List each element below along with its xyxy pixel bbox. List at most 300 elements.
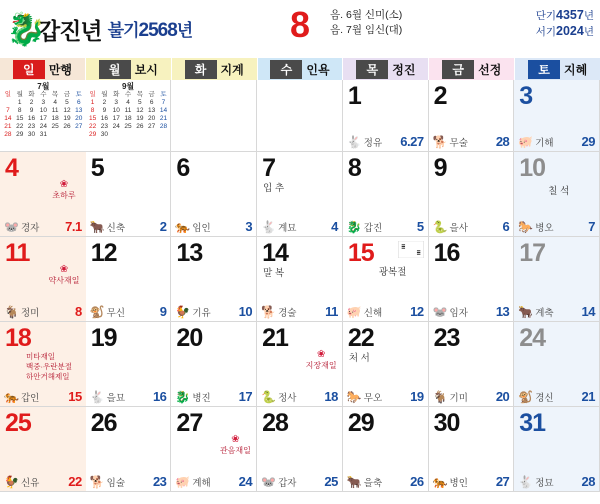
day-footer <box>514 216 599 234</box>
day-footer <box>257 471 342 489</box>
zodiac-ganji <box>90 305 125 319</box>
day-footer <box>86 471 171 489</box>
lunar-date: 6.27 <box>400 134 424 149</box>
rabbit-icon: 🐇 <box>89 390 105 404</box>
zodiac-ganji <box>518 220 553 234</box>
ganji-label: 정묘 <box>535 478 554 489</box>
mini-day: 8 <box>90 107 95 114</box>
mini-month-title: 9월 <box>121 82 135 91</box>
mini-day: 5 <box>138 99 142 106</box>
day-footer <box>429 216 514 234</box>
zodiac-ganji <box>433 390 468 404</box>
day-number: 31 <box>519 409 546 437</box>
day-footer <box>171 471 256 489</box>
day-footer <box>171 216 256 234</box>
zodiac-ganji <box>433 475 468 489</box>
lunar-date: 8 <box>74 304 82 319</box>
ganji-label: 임자 <box>449 308 468 319</box>
day-footer <box>343 471 428 489</box>
rat-icon: 🐭 <box>432 305 448 319</box>
calendar-grid <box>0 80 600 492</box>
mini-month <box>2 82 85 139</box>
goat-icon: 🐐 <box>432 390 448 404</box>
day-number: 10 <box>519 154 546 182</box>
day-footer <box>0 301 86 319</box>
lunar-date: 7 <box>588 219 595 234</box>
day-cell[interactable] <box>429 237 515 322</box>
day-footer <box>343 216 428 234</box>
mini-day: 5 <box>65 99 69 106</box>
lunar-date: 21 <box>581 389 595 404</box>
ganji-label: 무오 <box>363 393 383 404</box>
ganji-label: 기미 <box>449 393 468 404</box>
day-cell[interactable] <box>343 152 429 237</box>
ganji-label: 무술 <box>449 138 468 149</box>
ganji-label: 정유 <box>363 138 383 149</box>
ganji-label: 정미 <box>20 308 40 319</box>
mini-weekday: 토 <box>75 91 82 98</box>
day-cell[interactable] <box>0 152 86 237</box>
day-number: 13 <box>176 239 203 267</box>
mini-day: 30 <box>100 131 109 138</box>
zodiac-ganji <box>261 475 296 489</box>
day-number: 7 <box>262 154 276 182</box>
observance-note-line: 백중·우란분절 <box>26 362 72 371</box>
mini-day: 16 <box>100 115 109 122</box>
zodiac-ganji <box>90 390 125 404</box>
observance-label: 초하루 <box>52 191 76 200</box>
zodiac-ganji <box>4 475 39 489</box>
day-cell[interactable] <box>86 407 172 492</box>
mini-day: 6 <box>149 99 154 106</box>
mini-day <box>49 131 61 139</box>
day-footer <box>257 386 342 404</box>
mini-day: 7 <box>161 99 166 106</box>
zodiac-ganji <box>175 220 210 234</box>
dangi-year <box>536 8 594 24</box>
day-number: 3 <box>519 82 533 110</box>
rat-icon: 🐭 <box>261 475 277 489</box>
korean-flag-icon <box>398 241 424 258</box>
weekday-virtue-label: 보시 <box>134 62 158 77</box>
mini-day <box>110 131 122 139</box>
mini-day: 6 <box>76 99 81 106</box>
day-footer <box>514 301 599 319</box>
day-footer <box>514 386 599 404</box>
mini-day: 19 <box>63 115 71 122</box>
solar-term-label: 입 추 <box>263 183 285 194</box>
mini-day: 24 <box>112 123 120 130</box>
day-number: 6 <box>176 154 190 182</box>
rooster-icon: 🐓 <box>175 305 191 319</box>
day-cell[interactable] <box>171 322 257 407</box>
zodiac-ganji <box>175 305 210 319</box>
day-number: 20 <box>176 324 203 352</box>
mini-day: 23 <box>100 123 109 130</box>
mini-day <box>146 131 158 139</box>
ganji-label: 병오 <box>535 223 554 234</box>
tiger-icon: 🐅 <box>175 220 191 234</box>
pig-icon: 🐖 <box>518 135 534 149</box>
pig-icon: 🐖 <box>346 305 362 319</box>
day-cell[interactable] <box>86 322 172 407</box>
mini-day: 24 <box>39 123 47 130</box>
lunar-date: 11 <box>325 304 338 319</box>
mini-day: 12 <box>63 107 71 114</box>
mini-day: 20 <box>148 115 156 122</box>
mini-day: 19 <box>136 115 144 122</box>
mini-weekday: 목 <box>136 91 143 98</box>
day-footer <box>171 386 256 404</box>
day-cell[interactable] <box>514 407 600 492</box>
day-footer <box>429 386 514 404</box>
mini-weekday: 토 <box>160 91 167 98</box>
ganji-label: 기유 <box>192 308 211 319</box>
mini-weekday: 일 <box>89 91 96 98</box>
day-cell[interactable] <box>0 237 86 322</box>
mini-weekday: 목 <box>52 91 59 98</box>
dragon-icon: 🐉 <box>346 220 362 234</box>
ganji-label: 정사 <box>278 393 297 404</box>
mini-day: 2 <box>102 99 107 106</box>
mini-day <box>122 131 134 139</box>
empty-cell <box>171 80 257 152</box>
mini-day: 2 <box>29 99 34 106</box>
ganji-label: 병진 <box>192 393 211 404</box>
day-footer <box>257 216 342 234</box>
dangi-number: 4357 <box>556 8 584 22</box>
lunar-date: 28 <box>495 134 510 149</box>
day-cell[interactable] <box>429 80 515 152</box>
zodiac-ganji <box>347 135 382 149</box>
mini-day: 21 <box>159 115 168 122</box>
mini-weekday: 월 <box>101 91 108 98</box>
mini-day: 25 <box>124 123 132 130</box>
day-cell[interactable] <box>0 322 86 407</box>
solar-term-label: 칠 석 <box>548 186 570 197</box>
observance-label: 지장재일 <box>305 361 337 370</box>
ganji-label: 을묘 <box>106 393 126 404</box>
mini-months-cell <box>0 80 171 152</box>
day-number: 16 <box>433 239 460 267</box>
mini-month-table <box>87 91 170 139</box>
weekday-header-2 <box>172 58 258 80</box>
mini-day: 28 <box>4 131 12 138</box>
day-number: 5 <box>90 154 104 182</box>
ganji-label: 임인 <box>192 223 211 234</box>
pig-icon: 🐖 <box>175 475 191 489</box>
mini-day: 17 <box>39 115 47 122</box>
mini-day <box>134 131 146 139</box>
era-years <box>536 8 594 40</box>
ganji-label: 신유 <box>20 478 40 489</box>
mini-month-title: 7월 <box>37 82 50 91</box>
day-cell[interactable] <box>171 152 257 237</box>
mini-day: 30 <box>27 131 36 138</box>
lunar-date: 27 <box>495 474 510 489</box>
day-cell[interactable] <box>343 237 429 322</box>
zodiac-ganji <box>518 475 553 489</box>
mini-day <box>158 131 170 139</box>
mini-weekday: 월 <box>16 91 23 98</box>
day-number: 22 <box>347 324 374 352</box>
ox-icon: 🐂 <box>346 475 362 489</box>
weekday-header-1 <box>86 58 172 80</box>
day-footer <box>429 301 514 319</box>
weekday-virtue-label: 만행 <box>48 62 73 77</box>
mini-day: 22 <box>88 123 97 130</box>
day-number: 11 <box>5 239 30 267</box>
mini-day: 8 <box>17 107 22 114</box>
ganji-label: 갑진 <box>363 223 383 234</box>
lunar-date: 9 <box>159 304 167 319</box>
ganji-label: 경자 <box>20 223 40 234</box>
day-cell[interactable] <box>257 237 343 322</box>
day-cell[interactable] <box>514 80 600 152</box>
day-footer <box>514 471 599 489</box>
mini-day: 9 <box>102 107 107 114</box>
mini-day: 29 <box>16 131 24 138</box>
buddhist-era-label: 불기 <box>107 21 139 40</box>
header-logo-area <box>0 9 200 49</box>
mini-day: 26 <box>136 123 144 130</box>
zodiac-ganji <box>90 475 125 489</box>
lunar-note-line2: 음. 7월 임신(대) <box>330 24 403 36</box>
day-cell[interactable] <box>343 322 429 407</box>
mini-day: 28 <box>159 123 168 130</box>
weekday-tag: 화 <box>185 60 217 79</box>
year-korean-label: 갑진년 <box>38 17 102 44</box>
mini-day: 29 <box>88 131 97 138</box>
ox-icon: 🐂 <box>89 220 105 234</box>
tiger-icon: 🐅 <box>432 475 448 489</box>
lunar-date: 28 <box>581 474 595 489</box>
ganji-label: 을사 <box>449 223 468 234</box>
day-cell[interactable] <box>343 80 429 152</box>
day-cell[interactable] <box>171 237 257 322</box>
weekday-virtue-label: 인욕 <box>306 62 330 77</box>
ganji-label: 경술 <box>278 308 297 319</box>
zodiac-ganji <box>90 220 125 234</box>
buddhist-observance <box>38 265 86 286</box>
mini-day: 4 <box>53 99 57 106</box>
weekday-header-row <box>0 58 600 80</box>
lotus-icon: ❀ <box>59 179 69 190</box>
day-cell[interactable] <box>257 152 343 237</box>
weekday-virtue-label: 지혜 <box>563 62 588 77</box>
day-number: 14 <box>262 239 288 267</box>
mini-day: 18 <box>51 115 59 122</box>
dangi-suffix: 년 <box>583 10 594 22</box>
ganji-label: 기해 <box>535 138 554 149</box>
weekday-header-3 <box>258 58 344 80</box>
calendar-header <box>0 0 600 58</box>
lunar-month-note <box>330 8 402 38</box>
mini-day <box>2 99 14 107</box>
lunar-date: 18 <box>324 389 338 404</box>
zodiac-ganji <box>518 135 553 149</box>
day-number: 8 <box>347 154 361 182</box>
mini-day: 13 <box>148 107 156 114</box>
dog-icon: 🐕 <box>89 475 105 489</box>
dangi-label: 단기 <box>535 10 557 22</box>
mini-weekday: 수 <box>40 91 47 98</box>
mini-day: 12 <box>136 107 144 114</box>
rabbit-icon: 🐇 <box>346 135 362 149</box>
weekday-tag: 월 <box>99 60 131 79</box>
dragon-icon: 🐉 <box>175 390 191 404</box>
solar-term-label: 광복절 <box>378 267 407 278</box>
ganji-label: 병인 <box>449 478 468 489</box>
weekday-virtue-label: 지계 <box>220 62 244 77</box>
seogi-label: 서기 <box>535 26 557 38</box>
day-cell[interactable] <box>0 407 86 492</box>
day-cell[interactable] <box>257 322 343 407</box>
mini-day: 3 <box>41 99 46 106</box>
mini-day: 17 <box>112 115 120 122</box>
lunar-date: 5 <box>416 219 424 234</box>
buddhist-era <box>108 16 193 42</box>
seogi-year <box>536 24 594 40</box>
day-number: 19 <box>90 324 117 352</box>
day-footer <box>171 301 256 319</box>
mini-day: 9 <box>29 107 34 114</box>
empty-cell <box>257 80 343 152</box>
mini-day: 7 <box>6 107 10 114</box>
mini-day: 27 <box>148 123 156 130</box>
lotus-icon: ❀ <box>316 349 326 360</box>
zodiac-ganji <box>261 220 296 234</box>
day-footer <box>257 301 342 319</box>
weekday-header-0 <box>0 58 86 80</box>
lunar-date: 13 <box>495 304 510 319</box>
mini-day: 15 <box>88 115 97 122</box>
ganji-label: 임술 <box>106 478 126 489</box>
mini-day: 1 <box>90 99 95 106</box>
horse-icon: 🐎 <box>518 220 534 234</box>
weekday-header-6 <box>515 58 600 80</box>
buddhist-observance <box>209 435 257 456</box>
zodiac-ganji <box>4 305 39 319</box>
monkey-icon: 🐒 <box>518 390 534 404</box>
mini-day: 1 <box>17 99 22 106</box>
day-number: 2 <box>433 82 447 110</box>
zodiac-ganji <box>347 390 382 404</box>
zodiac-ganji <box>261 305 296 319</box>
ox-icon: 🐂 <box>518 305 534 319</box>
zodiac-ganji <box>347 220 382 234</box>
day-cell[interactable] <box>343 407 429 492</box>
day-number: 30 <box>433 409 460 437</box>
lotus-icon: ❀ <box>59 264 69 275</box>
mini-day: 15 <box>16 115 24 122</box>
ganji-label: 무신 <box>106 308 126 319</box>
zodiac-ganji <box>433 135 468 149</box>
lunar-date: 10 <box>238 304 253 319</box>
lunar-date: 24 <box>238 474 253 489</box>
zodiac-ganji <box>347 305 382 319</box>
weekday-tag: 금 <box>442 60 474 79</box>
day-number: 25 <box>5 409 31 437</box>
lunar-date: 20 <box>495 389 510 404</box>
buddhist-observance <box>38 180 86 201</box>
zodiac-ganji <box>175 475 210 489</box>
day-cell[interactable] <box>171 407 257 492</box>
buddhist-era-number: 2568 <box>138 20 177 41</box>
observance-label: 약사재일 <box>48 276 80 285</box>
goat-icon: 🐐 <box>4 305 19 319</box>
mini-day: 10 <box>112 107 120 114</box>
mini-weekday: 일 <box>4 91 12 98</box>
ganji-label: 신축 <box>106 223 126 234</box>
mini-weekday: 수 <box>124 91 132 98</box>
day-footer <box>0 216 86 234</box>
zodiac-ganji <box>261 390 296 404</box>
day-footer <box>343 301 428 319</box>
day-number: 24 <box>519 324 546 352</box>
mini-day: 22 <box>16 123 24 130</box>
dragon-icon: 🐉 <box>6 11 46 47</box>
lunar-date: 29 <box>581 134 595 149</box>
mini-day: 25 <box>51 123 59 130</box>
weekday-tag: 일 <box>13 60 45 79</box>
day-number: 15 <box>347 239 374 267</box>
mini-day: 11 <box>51 107 59 114</box>
day-cell[interactable] <box>429 152 515 237</box>
lunar-date: 7.1 <box>65 219 82 234</box>
zodiac-ganji <box>175 390 210 404</box>
rat-icon: 🐭 <box>4 220 19 234</box>
snake-icon: 🐍 <box>432 220 448 234</box>
rooster-icon: 🐓 <box>4 475 19 489</box>
day-cell[interactable] <box>429 322 515 407</box>
rabbit-icon: 🐇 <box>518 475 534 489</box>
day-cell[interactable] <box>257 407 343 492</box>
lunar-date: 2 <box>159 219 167 234</box>
day-number: 18 <box>5 324 31 352</box>
day-cell[interactable] <box>429 407 515 492</box>
solar-term-label: 처 서 <box>348 353 370 364</box>
lunar-date: 25 <box>324 474 338 489</box>
seogi-number: 2024 <box>556 24 584 38</box>
mini-day: 10 <box>39 107 47 114</box>
weekday-tag: 토 <box>528 60 560 79</box>
day-cell[interactable] <box>514 152 600 237</box>
mini-weekday: 화 <box>113 91 120 98</box>
mini-day: 3 <box>114 99 119 106</box>
day-cell[interactable] <box>514 237 600 322</box>
mini-day: 23 <box>27 123 36 130</box>
zodiac-ganji <box>433 305 468 319</box>
lunar-date: 12 <box>410 304 424 319</box>
mini-weekday: 화 <box>28 91 35 98</box>
weekday-virtue-label: 선정 <box>478 62 502 77</box>
mini-day: 14 <box>4 115 12 122</box>
zodiac-ganji <box>347 475 382 489</box>
monkey-icon: 🐒 <box>89 305 105 319</box>
day-cell[interactable] <box>514 322 600 407</box>
zodiac-ganji <box>518 390 553 404</box>
day-cell[interactable] <box>86 237 172 322</box>
lunar-date: 22 <box>68 474 82 489</box>
ganji-label: 계묘 <box>278 223 297 234</box>
mini-day: 16 <box>27 115 36 122</box>
ganji-label: 경신 <box>535 393 554 404</box>
day-footer <box>429 131 514 149</box>
day-number: 9 <box>433 154 447 182</box>
mini-day: 27 <box>75 123 83 130</box>
day-cell[interactable] <box>86 152 172 237</box>
